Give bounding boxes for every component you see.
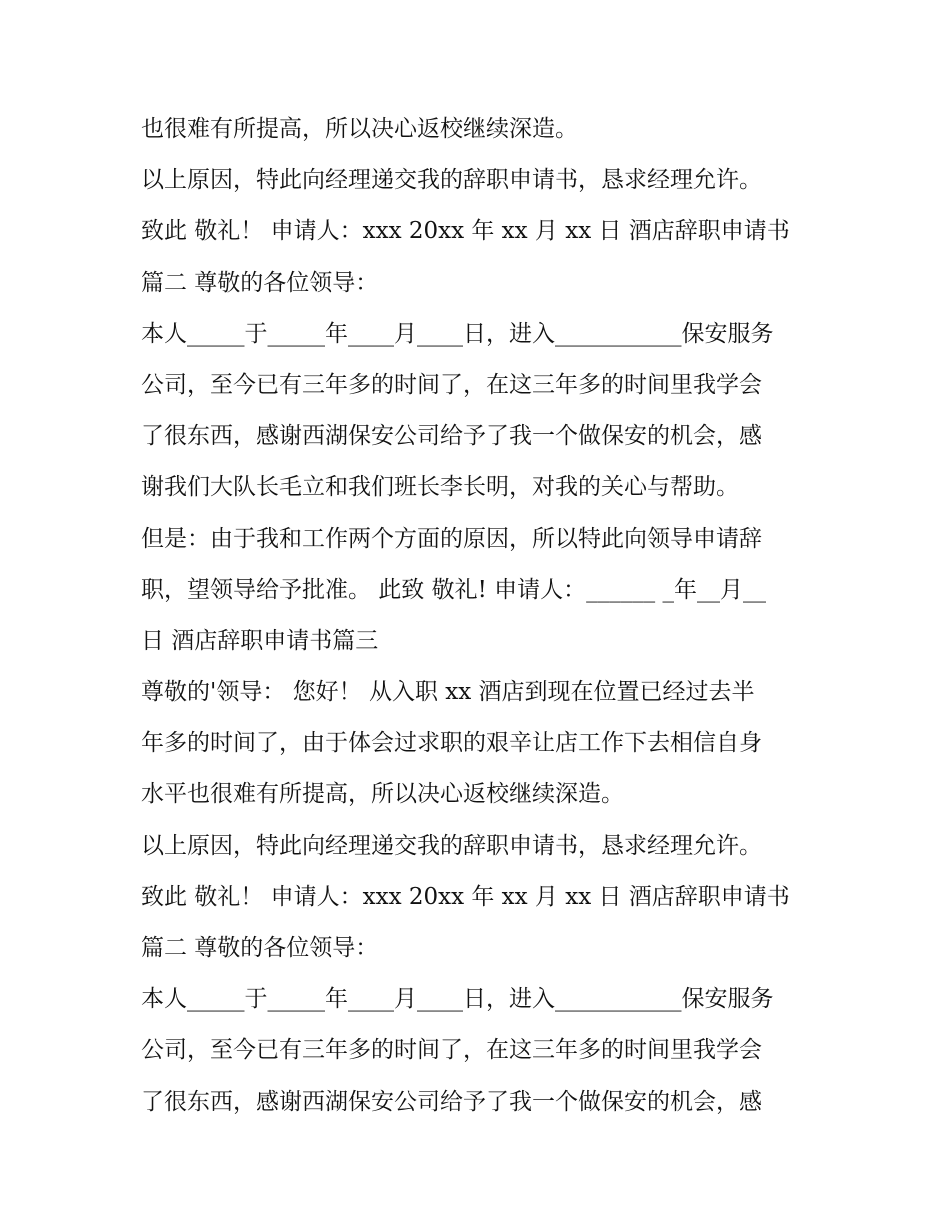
text-line: 以上原因，特此向经理递交我的辞职申请书，恳求经理允许。 [141, 832, 762, 859]
text-line: 公司，至今已有三年多的时间了，在这三年多的时间里我学会 [141, 371, 762, 398]
text-line: 本人_____于_____年____月____日，进入___________保安服务 [141, 320, 774, 347]
text-line: 以上原因，特此向经理递交我的辞职申请书，恳求经理允许。 [141, 167, 762, 194]
document-body [141, 104, 831, 1128]
text-line: 篇二 尊敬的各位领导： [141, 269, 379, 296]
text-line: 谢我们大队长毛立和我们班长李长明，对我的关心与帮助。 [141, 474, 739, 501]
text-line: 日 酒店辞职申请书篇三 [141, 627, 379, 654]
text-line: 尊敬的'领导： 您好！ 从入职 xx 酒店到现在位置已经过去半 [141, 679, 755, 706]
text-line: 也很难有所提高，所以决心返校继续深造。 [141, 116, 578, 142]
text-line: 篇二 尊敬的各位领导： [141, 935, 379, 961]
text-line: 致此 敬礼！ 申请人：xxx 20xx 年 xx 月 xx 日 酒店辞职申请书 [141, 218, 790, 245]
text-line: 水平也很难有所提高，所以决心返校继续深造。 [141, 781, 624, 808]
text-line: 但是：由于我和工作两个方面的原因，所以特此向领导申请辞 [141, 525, 762, 552]
text-line: 致此 敬礼！ 申请人：xxx 20xx 年 xx 月 xx 日 酒店辞职申请书 [141, 883, 790, 910]
text-line: 本人_____于_____年____月____日，进入___________保安服务 [141, 986, 774, 1013]
text-line: 了很东西，感谢西湖保安公司给予了我一个做保安的机会，感 [141, 1088, 762, 1115]
text-line: 职，望领导给予批准。 此致 敬礼! 申请人：______ _年__月__ [141, 576, 766, 603]
text-line: 公司，至今已有三年多的时间了，在这三年多的时间里我学会 [141, 1037, 762, 1064]
text-line: 了很东西，感谢西湖保安公司给予了我一个做保安的机会，感 [141, 423, 762, 450]
text-line: 年多的时间了，由于体会过求职的艰辛让店工作下去相信自身 [141, 730, 762, 757]
